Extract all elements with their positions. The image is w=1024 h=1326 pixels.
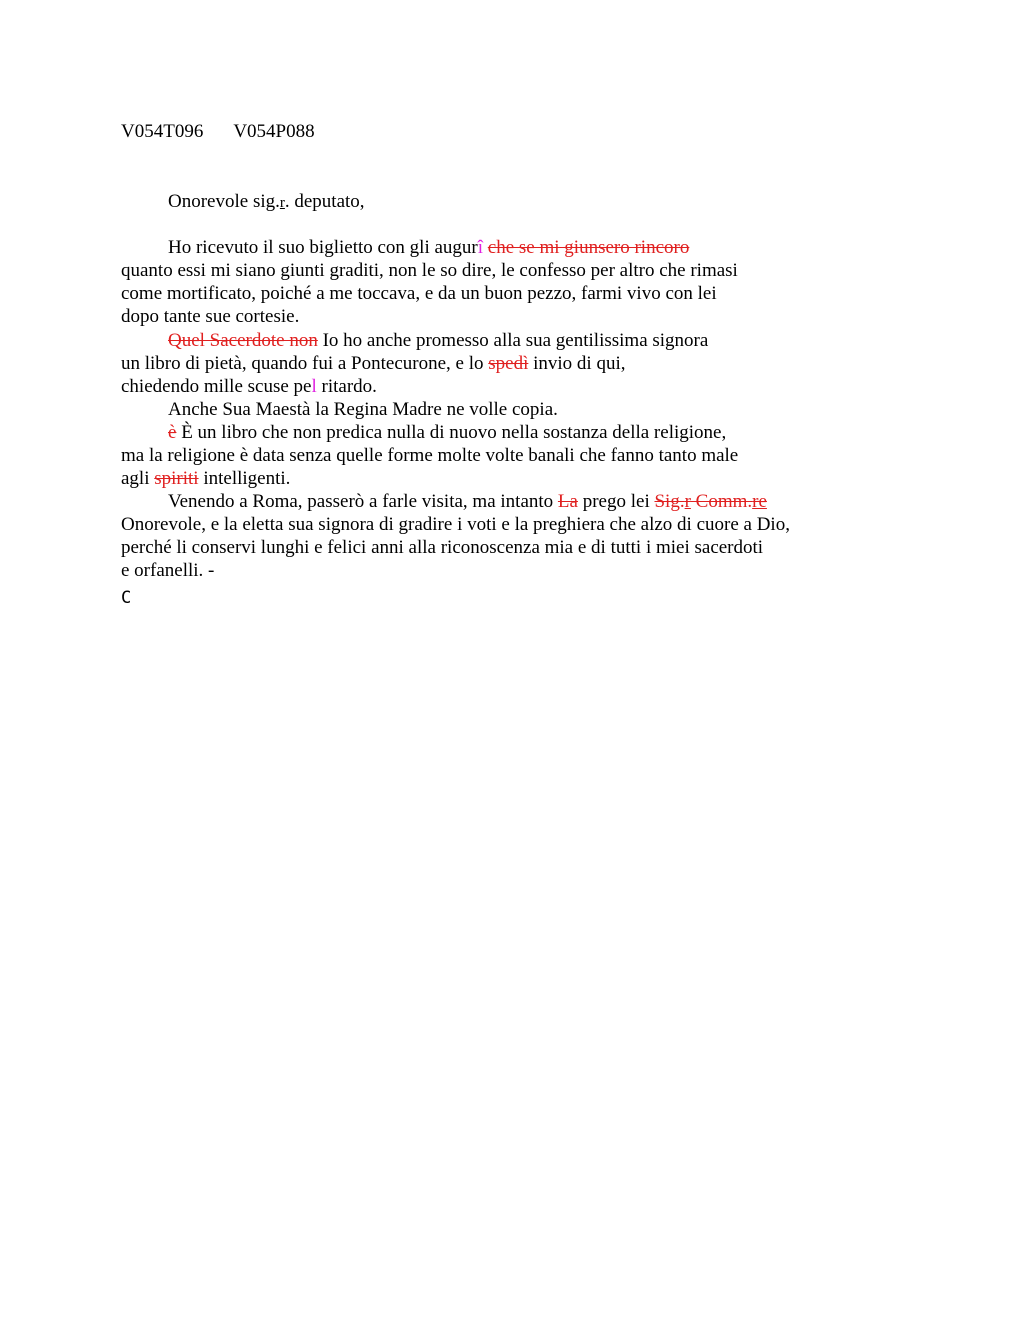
letter-line-16: C xyxy=(121,588,132,608)
deleted-title xyxy=(654,491,766,512)
letter-line-15: e orfanelli. - xyxy=(121,560,215,581)
text: chiedendo mille scuse pe xyxy=(121,376,312,397)
text: agli xyxy=(121,468,155,489)
deleted-text: spiriti xyxy=(154,468,199,489)
deleted-text: La xyxy=(557,491,578,512)
letter-line-2: quanto essi mi siano giunti graditi, non le so dire, le confesso per altro che rimasi xyxy=(121,260,738,281)
salutation-abbr: r xyxy=(279,195,285,211)
letter-line-1 xyxy=(168,236,689,259)
letter-line-14: perché li conservi lunghi e felici anni alla riconoscenza mia e di tutti i miei sacerdoti xyxy=(121,537,764,558)
document-header xyxy=(121,121,315,143)
text-end: intelligenti. xyxy=(198,468,291,489)
text: Venendo a Roma, passerò a farle visita, ma intanto xyxy=(168,491,558,512)
deleted-title-abbr: r xyxy=(684,491,691,512)
deleted-title-part: Sig. xyxy=(654,491,685,512)
letter-line-6 xyxy=(121,352,625,375)
salutation xyxy=(168,190,365,215)
text-mid: prego lei xyxy=(577,491,655,512)
letter-line-13: Onorevole, e la eletta sua signora di gradire i voti e la preghiera che alzo di cuore a Dio, xyxy=(121,514,790,535)
letter-line-5 xyxy=(168,329,708,352)
deleted-text: è xyxy=(168,422,177,443)
text: Ho ricevuto il suo biglietto con gli augur xyxy=(168,237,478,258)
letter-line-8: Anche Sua Maestà la Regina Madre ne volle copia. xyxy=(168,399,558,420)
inserted-text: î xyxy=(477,237,484,258)
letter-line-9 xyxy=(168,421,726,444)
text: È un libro che non predica nulla di nuovo nella sostanza della religione, xyxy=(176,422,727,443)
letter-line-12 xyxy=(168,490,767,513)
deleted-title-abbr: re xyxy=(752,491,767,512)
letter-line-4: dopo tante sue cortesie. xyxy=(121,306,300,327)
letter-line-11 xyxy=(121,467,290,490)
text-end: ritardo. xyxy=(316,376,377,397)
text-end: invio di qui, xyxy=(528,353,626,374)
deleted-text: spedì xyxy=(488,353,529,374)
text: un libro di pietà, quando fui a Pontecurone, e lo xyxy=(121,353,489,374)
document-code-left: V054T096 xyxy=(121,121,204,142)
deleted-text: Quel Sacerdote non xyxy=(168,330,318,351)
letter-line-10: ma la religione è data senza quelle forme molte volte banali che fanno tanto male xyxy=(121,445,739,466)
deleted-text: che se mi giunsero rincoro xyxy=(487,237,690,258)
salutation-text-end: . deputato, xyxy=(284,191,365,212)
letter-line-3: come mortificato, poiché a me toccava, e da un buon pezzo, farmi vivo con lei xyxy=(121,283,717,304)
text: Io ho anche promesso alla sua gentilissima signora xyxy=(317,330,709,351)
salutation-text: Onorevole sig. xyxy=(168,191,280,212)
document-code-right: V054P088 xyxy=(233,121,315,142)
deleted-title-part: Comm. xyxy=(690,491,753,512)
letter-line-7 xyxy=(121,375,377,398)
inserted-text: l xyxy=(311,376,317,397)
